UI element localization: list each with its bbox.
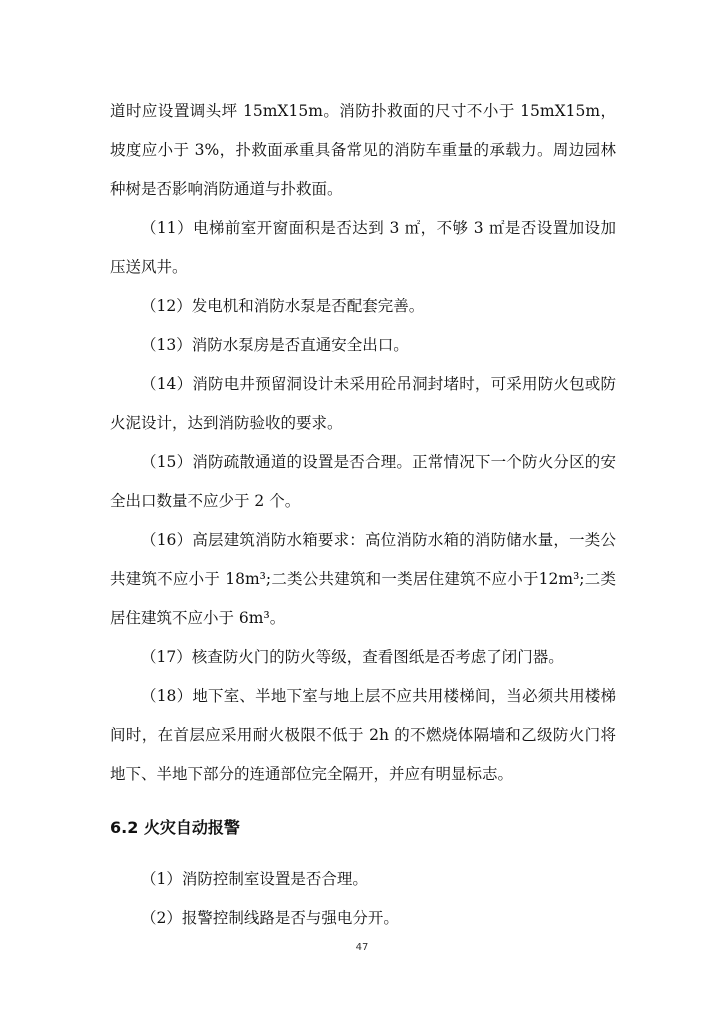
page-number: 47 xyxy=(355,942,369,953)
section-item-1: （1）消防控制室设置是否合理。 xyxy=(141,870,368,888)
paragraph-item-12: （12）发电机和消防水泵是否配套完善。 xyxy=(141,297,425,315)
paragraph-item-13: （13）消防水泵房是否直通安全出口。 xyxy=(141,336,409,354)
paragraph-item-15: （15）消防疏散通道的设置是否合理。正常情况下一个防火分区的安全出口数量不应少于 2 个。 xyxy=(110,453,616,510)
document-body xyxy=(110,92,616,938)
section-heading: 6.2 火灾自动报警 xyxy=(110,818,240,837)
paragraph-item-11: （11）电梯前室开窗面积是否达到 3 ㎡，不够 3 ㎡是否设置加设加压送风井。 xyxy=(110,219,616,276)
paragraph-item-16: （16）高层建筑消防水箱要求：高位消防水箱的消防储水量，一类公共建筑不应小于 18m³;二类公共建筑和一类居住建筑不应小于12m³;二类居住建筑不应小于 6m³。 xyxy=(110,531,616,627)
paragraph-item-17: （17）核查防火门的防火等级，查看图纸是否考虑了闭门器。 xyxy=(141,648,564,666)
section-item-2: （2）报警控制线路是否与强电分开。 xyxy=(141,909,399,927)
paragraph-item-18: （18）地下室、半地下室与地上层不应共用楼梯间，当必须共用楼梯间时，在首层应采用耐火极限不低于 2h 的不燃烧体隔墙和乙级防火门将地下、半地下部分的连通部位完全隔开，并应有明显标志。 xyxy=(110,687,616,783)
paragraph-item-14: （14）消防电井预留洞设计未采用砼吊洞封堵时，可采用防火包或防火泥设计，达到消防验收的要求。 xyxy=(110,375,616,432)
paragraph-continuation: 道时应设置调头坪 15mX15m。消防扑救面的尺寸不小于 15mX15m，坡度应小于 3%，扑救面承重具备常见的消防车重量的承载力。周边园林种树是否影响消防通道与扑救面。 xyxy=(110,102,616,198)
